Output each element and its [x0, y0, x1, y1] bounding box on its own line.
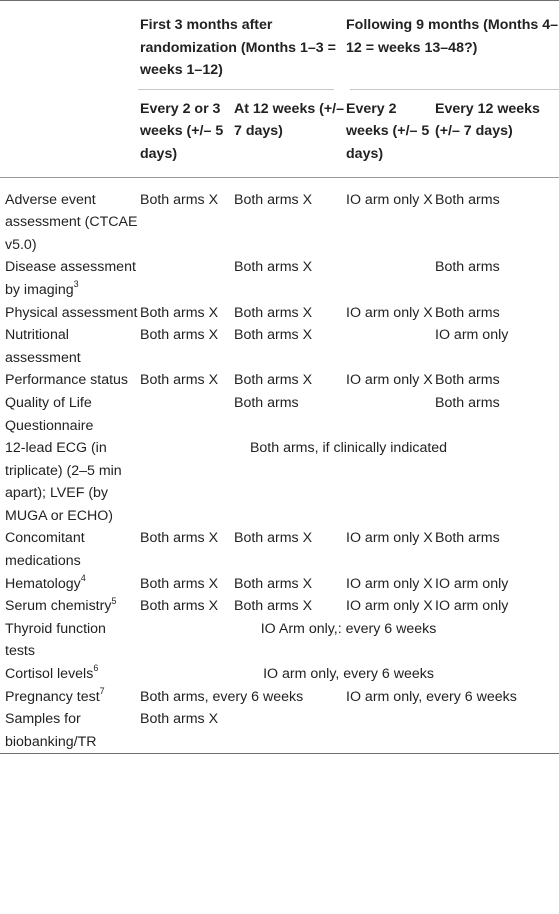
row-label	[0, 686, 138, 709]
row-cell: IO arm only X	[346, 575, 433, 592]
row-cell: IO arm only X	[346, 598, 433, 615]
row-label-text: Serum chemistry	[5, 598, 112, 615]
header-group-row	[0, 1, 559, 90]
row-label	[0, 527, 138, 572]
row-label-text: Quality of Life Questionnaire	[5, 394, 94, 434]
row-label	[0, 302, 138, 325]
row-cell: Both arms X	[234, 259, 313, 276]
row-cell: Both arms X	[140, 304, 219, 321]
row-cell: Both arms X	[140, 327, 219, 344]
row-label	[0, 437, 138, 527]
table-row	[0, 392, 559, 437]
footnote-marker: 3	[73, 279, 79, 290]
row-cell: Both arms X	[140, 372, 219, 389]
row-label	[0, 256, 138, 301]
row-cell: IO arm only X	[346, 191, 433, 208]
row-label-text: 12-lead ECG (in triplicate) (2–5 min apart); LVEF (by MUGA or ECHO)	[5, 440, 122, 524]
row-label-text: Thyroid function tests	[5, 620, 106, 660]
row-cell: IO arm only	[435, 598, 509, 615]
row-label-text: Samples for biobanking/TR	[5, 711, 97, 750]
header-col-1: Every 2 or 3 weeks (+/– 5 days)	[138, 90, 232, 177]
row-cell	[138, 256, 232, 301]
table-row	[0, 618, 559, 663]
header-sub-row	[0, 90, 559, 177]
row-cell: Both arms X	[140, 598, 219, 615]
row-cell: Both arms X	[138, 708, 232, 754]
row-label	[0, 324, 138, 369]
table-row	[0, 177, 559, 256]
table-body	[0, 177, 559, 754]
row-cell	[344, 708, 433, 754]
table-row	[0, 437, 559, 527]
row-span-cell: Both arms, if clinically indicated	[249, 440, 448, 457]
row-cell	[433, 708, 559, 754]
header-col-2: At 12 weeks (+/– 7 days)	[232, 90, 344, 177]
table-row	[0, 256, 559, 301]
row-label	[0, 369, 138, 392]
header-group-first-3-months: First 3 months after randomization (Months 1–3 = weeks 1–12)	[138, 1, 344, 90]
row-label-text: Performance status	[5, 372, 129, 389]
header-col-4: Every 12 weeks (+/– 7 days)	[433, 90, 559, 177]
row-cell: Both arms	[435, 304, 500, 321]
row-label-text: Pregnancy test	[5, 688, 100, 705]
row-cell: Both arms	[435, 191, 500, 208]
header-group-following-9-months: Following 9 months (Months 4–12 = weeks 13–48?)	[344, 1, 559, 90]
footnote-marker: 5	[111, 595, 117, 606]
row-cell: Both arms	[234, 394, 299, 411]
table-row	[0, 302, 559, 325]
table-row	[0, 527, 559, 572]
header-corner	[0, 1, 138, 90]
row-cell: Both arms X	[234, 598, 313, 615]
row-cell	[344, 392, 433, 437]
footnote-marker: 4	[80, 572, 86, 583]
row-half-cell: Both arms, every 6 weeks	[140, 688, 304, 705]
row-cell	[138, 392, 232, 437]
row-cell: Both arms X	[234, 575, 313, 592]
row-label	[0, 708, 138, 754]
table-row	[0, 686, 559, 709]
header-blank	[0, 90, 138, 177]
row-label-text: Disease assessment by imaging	[5, 259, 136, 298]
row-cell	[232, 708, 344, 754]
row-cell: Both arms	[435, 372, 500, 389]
row-cell: Both arms	[435, 259, 500, 276]
row-label	[0, 663, 138, 686]
row-label	[0, 177, 138, 256]
row-cell: Both arms X	[234, 530, 313, 547]
table-row	[0, 324, 559, 369]
row-label-text: Physical assessment	[5, 304, 138, 321]
row-cell: Both arms X	[234, 372, 313, 389]
table-row	[0, 573, 559, 596]
row-cell: Both arms	[435, 394, 500, 411]
header-col-3: Every 2 weeks (+/– 5 days)	[344, 90, 433, 177]
row-cell: Both arms X	[140, 191, 219, 208]
row-cell: Both arms	[435, 530, 500, 547]
row-cell: IO arm only X	[346, 372, 433, 389]
row-cell	[344, 256, 433, 301]
row-label	[0, 618, 138, 663]
row-label	[0, 573, 138, 596]
row-label	[0, 392, 138, 437]
table-row	[0, 595, 559, 618]
table-row	[0, 708, 559, 754]
row-span-cell: IO Arm only,: every 6 weeks	[260, 620, 437, 637]
row-cell: Both arms X	[140, 530, 219, 547]
row-label	[0, 595, 138, 618]
row-span-cell: IO arm only, every 6 weeks	[263, 666, 434, 683]
row-cell	[344, 324, 433, 369]
row-cell: Both arms X	[234, 327, 313, 344]
row-cell: Both arms X	[234, 191, 313, 208]
row-cell: Both arms X	[234, 304, 313, 321]
row-half-cell: IO arm only, every 6 weeks	[346, 688, 517, 705]
footnote-marker: 7	[99, 685, 105, 696]
footnote-marker: 6	[93, 663, 99, 674]
row-label-text: Hematology	[5, 575, 81, 592]
row-cell: Both arms X	[140, 575, 219, 592]
row-label-text: Cortisol levels	[5, 666, 94, 683]
table-row	[0, 663, 559, 686]
row-cell: IO arm only	[435, 327, 509, 344]
table-row	[0, 369, 559, 392]
row-cell: IO arm only	[435, 575, 509, 592]
row-cell: IO arm only X	[346, 304, 433, 321]
row-label-text: Concomitant medications	[5, 530, 85, 570]
row-label-text: Nutritional assessment	[5, 327, 81, 366]
row-cell: IO arm only X	[346, 530, 433, 547]
row-label-text: Adverse event assessment (CTCAE v5.0)	[5, 191, 138, 253]
